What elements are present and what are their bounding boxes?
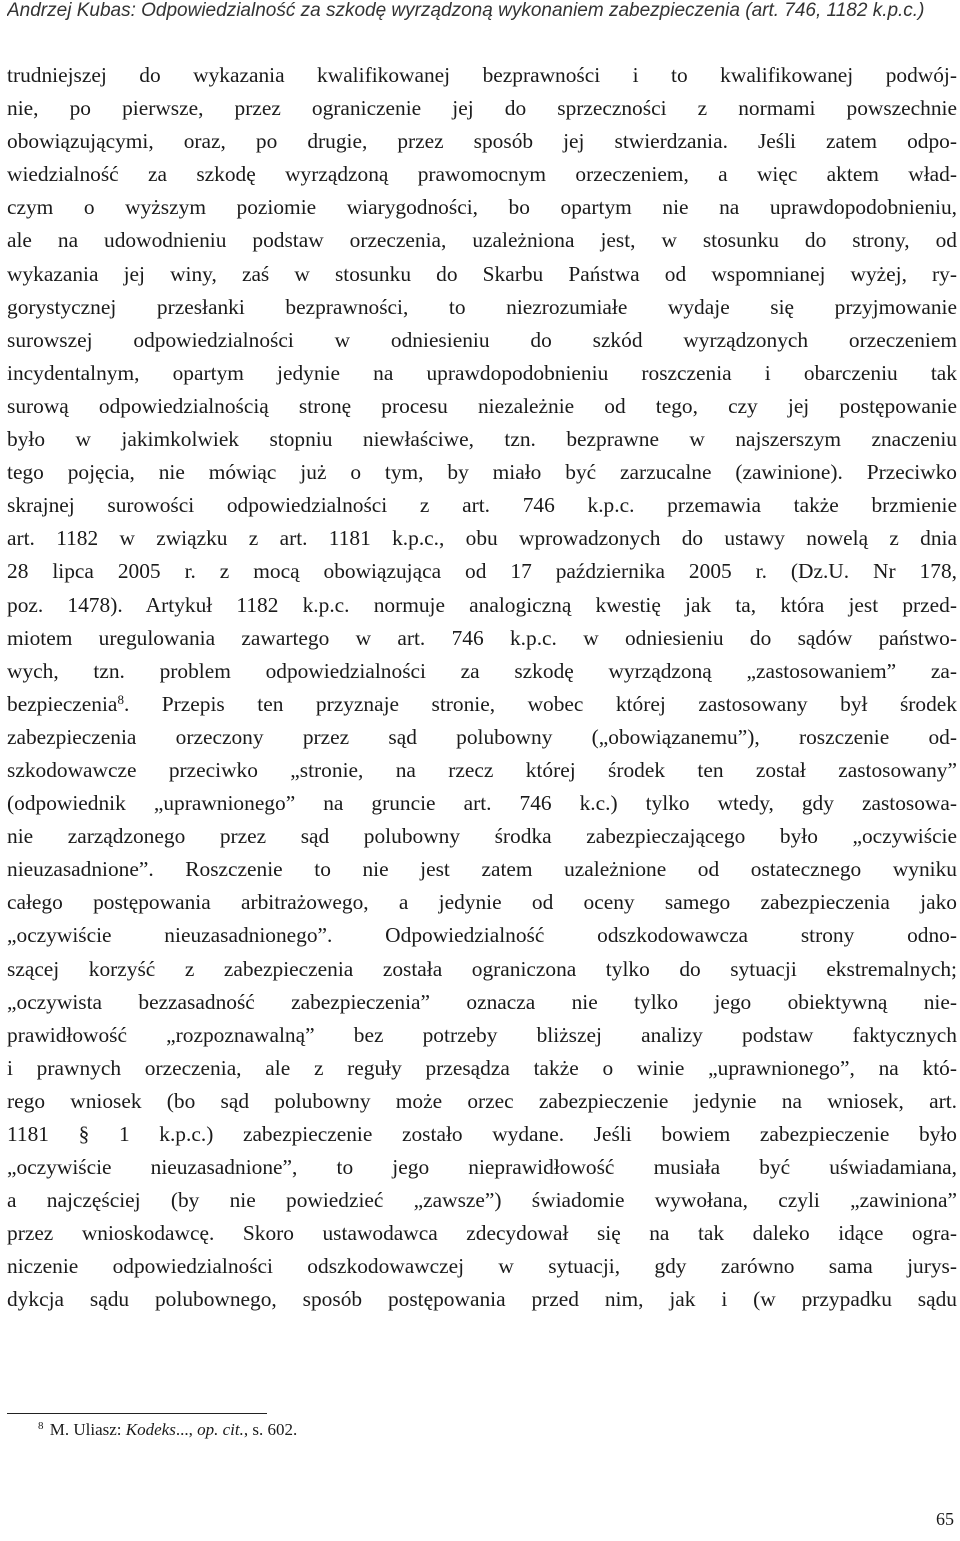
text-line: szącej korzyść z zabezpieczenia została ograniczona tylko do sytuacji ekstremalnych; — [7, 956, 957, 981]
text-line: nie, po pierwsze, przez ograniczenie jej do sprzeczności z normami powszechnie — [7, 96, 957, 121]
text-line: skrajnej surowości odpowiedzialności z art. 746 k.p.c. przemawia także brzmienie — [7, 493, 957, 518]
footnote-mark: 8 — [38, 1420, 44, 1432]
text-line: miotem uregulowania zawartego w art. 746 k.p.c. w odniesieniu do sądów państwo- — [7, 625, 957, 650]
footnote-8 — [38, 1418, 297, 1442]
text-line: było w jakimkolwiek stopniu niewłaściwe, tzn. bezprawne w najszerszym znaczeniu — [7, 427, 957, 452]
text-line: prawidłowość „rozpoznawalną” bez potrzeby bliższej analizy podstaw faktycznych — [7, 1022, 957, 1047]
footnote-separator — [7, 1413, 267, 1414]
footnote-text: ..., — [175, 1420, 198, 1439]
text-line: „oczywiście nieuzasadnionego”. Odpowiedzialność odszkodowawcza strony odno- — [7, 923, 957, 948]
text-line: 1181 § 1 k.p.c.) zabezpieczenie zostało wydane. Jeśli bowiem zabezpieczenie było — [7, 1122, 957, 1146]
body-text — [7, 59, 957, 1317]
footnote-text: , s. 602. — [243, 1420, 298, 1439]
footnote-reference[interactable]: 8 — [117, 691, 124, 707]
text-line: całego postępowania arbitrażowego, a jedynie od oceny samego zabezpieczenia jako — [7, 890, 957, 915]
text-fragment: bezpieczenia — [7, 691, 118, 716]
text-line: obowiązującymi, oraz, po drugie, przez sposób jej stwierdzania. Jeśli zatem odpo- — [7, 129, 957, 154]
text-line: tego pojęcia, nie mówiąc już o tym, by miało być zarzucalne (zawinione). Przeciwko — [7, 460, 957, 485]
text-line: trudniejszej do wykazania kwalifikowanej bezprawności i to kwalifikowanej podwój- — [7, 63, 957, 87]
text-line: art. 1182 w związku z art. 1181 k.p.c., obu wprowadzonych do ustawy nowelą z dnia — [7, 526, 957, 551]
text-line: niczenie odpowiedzialności odszkodowawczej w sytuacji, gdy zarówno sama jurys- — [7, 1254, 957, 1279]
text-line: incydentalnym, opartym jedynie na uprawdopodobnieniu roszczenia i obarczeniu tak — [7, 360, 957, 385]
text-line: wykazania jej winy, zaś w stosunku do Skarbu Państwa od wspomnianej wyżej, ry- — [7, 261, 957, 286]
text-line: (odpowiednik „uprawnionego” na gruncie art. 746 k.c.) tylko wtedy, gdy zastosowa- — [7, 791, 957, 816]
text-line: surową odpowiedzialnością stronę procesu niezależnie od tego, czy jej postępowanie — [7, 393, 957, 418]
text-line: nie zarządzonego przez sąd polubowny środka zabezpieczającego było „oczywiście — [7, 824, 957, 849]
text-line: „oczywista bezzasadność zabezpieczenia” oznacza nie tylko jego obiektywną nie- — [7, 989, 957, 1014]
page-number: 65 — [936, 1509, 954, 1529]
text-line: szkodowawcze przeciwko „stronie, na rzecz której środek ten został zastosowany” — [7, 757, 957, 782]
text-line: i prawnych orzeczenia, ale z reguły przesądza także o winie „uprawnionego”, na któ- — [7, 1055, 957, 1080]
text-line: czym o wyższym poziomie wiarygodności, bo opartym nie na uprawdopodobnieniu, — [7, 195, 957, 220]
text-line: wych, tzn. problem odpowiedzialności za szkodę wyrządzoną „zastosowaniem” za- — [7, 658, 957, 683]
text-line: 28 lipca 2005 r. z mocą obowiązująca od 17 października 2005 r. (Dz.U. Nr 178, — [7, 559, 957, 584]
text-line: surowszej odpowiedzialności w odniesieniu do szkód wyrządzonych orzeczeniem — [7, 327, 957, 352]
text-line: wiedzialność za szkodę wyrządzoną prawomocnym orzeczeniem, a więc aktem wład- — [7, 162, 957, 187]
text-line: zabezpieczenia orzeczony przez sąd polubowny („obowiązanemu”), roszczenie od- — [7, 724, 957, 749]
text-line: a najczęściej (by nie powiedzieć „zawsze”) świadomie wywołana, czyli „zawiniona” — [7, 1188, 957, 1213]
text-line: poz. 1478). Artykuł 1182 k.p.c. normuje analogiczną kwestię jak ta, która jest przed- — [7, 592, 957, 617]
text-fragment: . Przepis ten przyznaje stronie, wobec której zastosowany był środek — [123, 691, 957, 716]
text-line: ale na udowodnieniu podstaw orzeczenia, uzależniona jest, w stosunku do strony, od — [7, 228, 957, 253]
footnote-title: Kodeks — [125, 1420, 176, 1439]
text-line: „oczywiście nieuzasadnione”, to jego nieprawidłowość musiała być uświadamiana, — [7, 1155, 957, 1180]
text-line: rego wniosek (bo sąd polubowny może orzec zabezpieczenie jedynie na wniosek, art. — [7, 1088, 957, 1113]
text-line — [7, 688, 957, 721]
text-line: dykcja sądu polubownego, sposób postępowania przed nim, jak i (w przypadku sądu — [7, 1287, 957, 1312]
footnote-text: M. Uliasz: — [45, 1420, 126, 1439]
text-line: gorystycznej przesłanki bezprawności, to niezrozumiałe wydaje się przyjmowanie — [7, 294, 957, 319]
text-line: nieuzasadnione”. Roszczenie to nie jest zatem uzależnione od ostatecznego wyniku — [7, 857, 957, 882]
running-header: Andrzej Kubas: Odpowiedzialność za szkodę wyrządzoną wykonaniem zabezpieczenia (art. 746, 1182 k.p.c.) — [7, 0, 925, 21]
text-line: przez wnioskodawcę. Skoro ustawodawca zdecydował się na tak daleko idące ogra- — [7, 1221, 957, 1246]
footnote-citation: op. cit. — [197, 1420, 244, 1439]
